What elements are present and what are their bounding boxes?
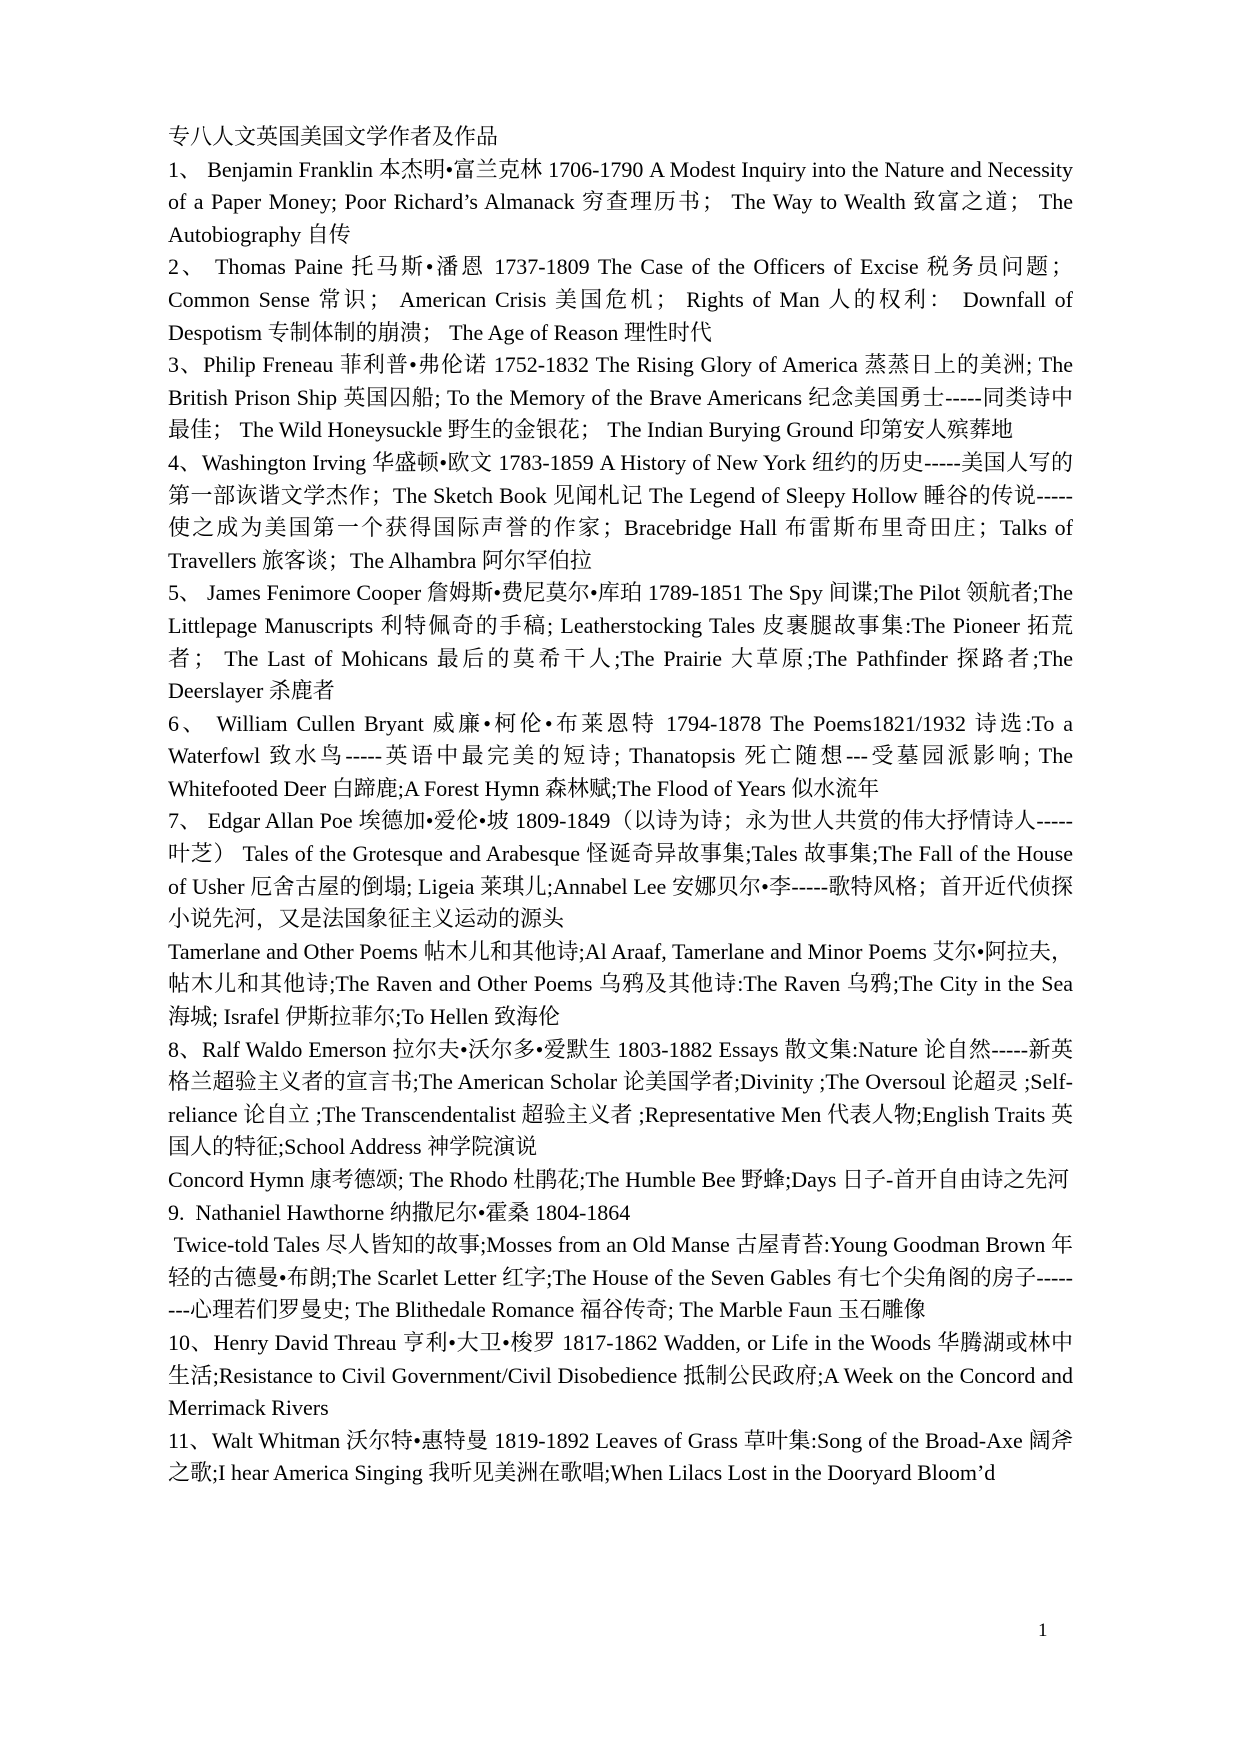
entry-7b-poe-poems: Tamerlane and Other Poems 帖木儿和其他诗;Al Araaf, Tamerlane and Minor Poems 艾尔•阿拉夫，帖木儿和其他诗;The Raven and Other Poems 乌鸦及其他诗:The Raven 乌鸦;The City in the Sea 海城; Israfel 伊斯拉菲尔;To Hellen 致海伦	[168, 938, 1073, 1030]
entry-10-henry-david-threau: 10、Henry David Threau 亨利•大卫•梭罗 1817-1862 Wadden, or Life in the Woods 华腾湖或林中生活;Resistance to Civil Government/Civil Disobedience 抵制公民政府;A Week on the Concord and Merrimack Rivers	[168, 1329, 1073, 1421]
entry-8-ralf-waldo-emerson: 8、Ralf Waldo Emerson 拉尔夫•沃尔多•爱默生 1803-1882 Essays 散文集:Nature 论自然-----新英格兰超验主义者的宣言书;The American Scholar 论美国学者;Divinity ;The Oversoul 论超灵 ;Self-reliance 论自立 ;The Transcendentalist 超验主义者 ;Representative Men 代表人物;English Traits 英国人的特征;School Address 神学院演说	[168, 1036, 1073, 1160]
entry-7-edgar-allan-poe: 7、 Edgar Allan Poe 埃德加•爱伦•坡 1809-1849（以诗为诗；永为世人共赏的伟大抒情诗人-----叶芝） Tales of the Grotesque and Arabesque 怪诞奇异故事集;Tales 故事集;The Fall of the House of Usher 厄舍古屋的倒塌; Ligeia 莱琪儿;Annabel Lee 安娜贝尔•李-----歌特风格；首开近代侦探小说先河，又是法国象征主义运动的源头	[168, 808, 1073, 932]
entry-3-philip-freneau: 3、Philip Freneau 菲利普•弗伦诺 1752-1832 The Rising Glory of America 蒸蒸日上的美洲; The British Prison Ship 英国囚船; To the Memory of the Brave Americans 纪念美国勇士-----同类诗中最佳； The Wild Honeysuckle 野生的金银花； The Indian Burying Ground 印第安人殡葬地	[168, 352, 1073, 443]
document-title: 专八人文英国美国文学作者及作品	[168, 124, 499, 149]
page-number-label: 1	[1038, 1620, 1048, 1641]
entry-6-william-cullen-bryant: 6、 William Cullen Bryant 威廉•柯伦•布莱恩特 1794-1878 The Poems1821/1932 诗选:To a Waterfowl 致水鸟-----英语中最完美的短诗; Thanatopsis 死亡随想---受墓园派影响; The Whitefooted Deer 白蹄鹿;A Forest Hymn 森林赋;The Flood of Years 似水流年	[168, 710, 1073, 801]
entry-9b-hawthorne-works: Twice-told Tales 尽人皆知的故事;Mosses from an Old Manse 古屋青苔:Young Goodman Brown 年轻的古德曼•布朗;The Scarlet Letter 红字;The House of the Seven Gables 有七个尖角阁的房子--------心理若们罗曼史; The Blithedale Romance 福谷传奇; The Marble Faun 玉石雕像	[168, 1232, 1073, 1323]
document-body	[168, 121, 1073, 1490]
entry-1-benjamin-franklin: 1、 Benjamin Franklin 本杰明•富兰克林 1706-1790 A Modest Inquiry into the Nature and Necessity of a Paper Money; Poor Richard’s Almanack 穷查理历书； The Way to Wealth 致富之道； The Autobiography 自传	[168, 156, 1073, 247]
entry-8b-emerson-poems: Concord Hymn 康考德颂; The Rhodo 杜鹃花;The Humble Bee 野蜂;Days 日子-首开自由诗之先河	[168, 1167, 1070, 1192]
entry-11-walt-whitman: 11、Walt Whitman 沃尔特•惠特曼 1819-1892 Leaves of Grass 草叶集:Song of the Broad-Axe 阔斧之歌;I hear America Singing 我听见美洲在歌唱;When Lilacs Lost in the Dooryard Bloom’d	[168, 1427, 1073, 1486]
entry-4-washington-irving: 4、Washington Irving 华盛顿•欧文 1783-1859 A History of New York 纽约的历史-----美国人写的第一部诙谐文学杰作；The Sketch Book 见闻札记 The Legend of Sleepy Hollow 睡谷的传说-----使之成为美国第一个获得国际声誉的作家；Bracebridge Hall 布雷斯布里奇田庄；Talks of Travellers 旅客谈；The Alhambra 阿尔罕伯拉	[168, 449, 1073, 573]
entry-2-thomas-paine: 2、 Thomas Paine 托马斯•潘恩 1737-1809 The Case of the Officers of Excise 税务员问题；Common Sense 常识； American Crisis 美国危机； Rights of Man 人的权利： Downfall of Despotism 专制体制的崩溃； The Age of Reason 理性时代	[168, 254, 1073, 345]
entry-9-nathaniel-hawthorne: 9. Nathaniel Hawthorne 纳撒尼尔•霍桑 1804-1864	[168, 1199, 631, 1225]
entry-5-james-fenimore-cooper: 5、 James Fenimore Cooper 詹姆斯•费尼莫尔•库珀 1789-1851 The Spy 间谍;The Pilot 领航者;The Littlepage Manuscripts 利特佩奇的手稿; Leatherstocking Tales 皮裹腿故事集:The Pioneer 拓荒者； The Last of Mohicans 最后的莫希干人;The Prairie 大草原;The Pathfinder 探路者;The Deerslayer 杀鹿者	[168, 580, 1073, 704]
